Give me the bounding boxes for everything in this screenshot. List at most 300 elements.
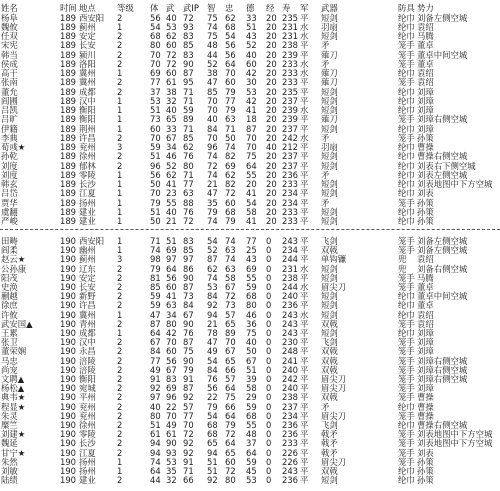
cell-faction: 马腾	[417, 272, 434, 283]
cell-army: 平	[300, 12, 309, 23]
cell-experience: 20	[266, 12, 277, 23]
cell-name: 刘度	[1, 160, 18, 171]
cell-armor: 纶巾	[398, 475, 415, 486]
cell-loyalty: 62	[225, 12, 236, 23]
cell-army: 平	[300, 197, 309, 208]
cell-faction: 袁绍	[417, 254, 434, 265]
cell-time: 189	[60, 206, 76, 217]
cell-experience: 20	[266, 21, 277, 32]
cell-time: 189	[60, 142, 76, 153]
cell-faction: 刘表左侧空城	[417, 169, 468, 180]
cell-faction: 董卓	[417, 40, 434, 51]
cell-experience: 20	[266, 86, 277, 97]
cell-virtue: 53	[246, 86, 257, 97]
cell-level: 1	[117, 206, 123, 217]
cell-name: 陆绩	[1, 475, 18, 486]
cell-weapon: 飞剑	[321, 337, 338, 348]
cell-location: 安定	[79, 31, 96, 42]
header-weapon: 武器	[321, 3, 338, 13]
cell-armor: 纶巾	[398, 328, 415, 338]
cell-location: 蓟州	[79, 254, 96, 265]
cell-virtue: 70	[246, 142, 257, 153]
cell-loyalty: 72	[225, 188, 236, 199]
cell-armor: 笼手	[398, 282, 415, 292]
cell-armor: 笼手	[398, 197, 415, 208]
cell-army: 水	[300, 263, 309, 274]
cell-level: 2	[117, 374, 123, 384]
cell-virtue: 59	[246, 456, 257, 467]
cell-army: 平	[300, 86, 309, 97]
cell-armor: 纶巾	[398, 466, 415, 476]
cell-experience: 20	[266, 206, 277, 217]
cell-level: 1	[117, 21, 123, 32]
cell-armor: 笼手	[398, 58, 415, 69]
cell-martial-ip: 95	[183, 77, 194, 88]
cell-faction: 袁绍	[417, 318, 434, 329]
cell-armor: 纶巾	[398, 291, 415, 302]
cell-faction: 刘备左侧空城	[417, 12, 468, 23]
cell-body: 60	[150, 123, 161, 134]
cell-lifespan: 234	[282, 245, 298, 256]
cell-virtue: 60	[246, 58, 257, 69]
header-name: 姓名	[1, 3, 18, 13]
cell-martial-ip: 91	[183, 374, 194, 384]
cell-name: 史涣	[1, 282, 18, 292]
cell-name: 朱然	[1, 456, 18, 467]
cell-body: 40	[150, 401, 161, 412]
cell-intellect: 75	[207, 12, 218, 23]
cell-virtue: 58	[246, 383, 257, 394]
cell-level: 3	[117, 142, 123, 153]
cell-experience: 0	[266, 263, 272, 274]
cell-experience: 20	[266, 31, 277, 42]
cell-location: 辽东	[79, 263, 96, 274]
cell-weapon: 矛	[321, 58, 330, 69]
cell-experience: 0	[266, 309, 272, 320]
cell-name: 程显★	[1, 401, 26, 412]
cell-army: 平	[300, 160, 309, 171]
cell-level: 2	[117, 401, 123, 412]
cell-level: 1	[117, 68, 123, 79]
cell-faction: 董卓中间空城	[417, 291, 468, 302]
cell-virtue: 48	[246, 429, 257, 440]
cell-experience: 0	[266, 337, 272, 348]
cell-faction: 刘璋	[417, 86, 434, 97]
cell-level: 2	[117, 86, 123, 97]
cell-virtue: 64	[246, 160, 257, 171]
cell-armor: 笼手	[398, 429, 415, 440]
cell-level: 2	[117, 49, 123, 60]
cell-virtue: 41	[246, 188, 257, 199]
cell-martial: 72	[166, 49, 177, 60]
cell-lifespan: 233	[282, 206, 298, 217]
cell-virtue: 25	[246, 245, 257, 256]
cell-virtue: 59	[246, 401, 257, 412]
cell-virtue: 80	[246, 300, 257, 311]
cell-intellect: 22	[207, 392, 218, 403]
cell-faction: 刘表	[417, 447, 434, 458]
cell-lifespan: 243	[282, 328, 298, 338]
cell-weapon: 短剑	[321, 475, 338, 486]
cell-location: 许昌	[79, 132, 96, 143]
cell-body: 50	[150, 216, 161, 227]
cell-level: 1	[117, 95, 123, 106]
cell-location: 荆州	[79, 123, 96, 134]
cell-lifespan: 234	[282, 188, 298, 199]
cell-army: 平	[300, 49, 309, 60]
cell-weapon: 短剑	[321, 86, 338, 97]
cell-name: 吕旷	[1, 114, 18, 125]
cell-intellect: 92	[207, 475, 218, 486]
cell-body: 64	[150, 328, 161, 338]
cell-martial: 53	[166, 456, 177, 467]
cell-martial: 21	[166, 216, 177, 227]
cell-location: 郁林	[79, 160, 96, 171]
cell-lifespan: 248	[282, 346, 298, 357]
cell-virtue: 37	[246, 438, 257, 449]
cell-martial: 52	[166, 160, 177, 171]
cell-army: 平	[300, 392, 309, 403]
cell-army: 平	[300, 318, 309, 329]
cell-virtue: 51	[246, 364, 257, 375]
cell-lifespan: 212	[282, 142, 298, 153]
cell-location: 徐州	[79, 420, 96, 430]
cell-martial-ip: 71	[183, 95, 194, 106]
cell-virtue: 42	[246, 95, 257, 106]
cell-intellect: 51	[207, 466, 218, 476]
cell-martial: 62	[166, 31, 177, 42]
cell-location: 衡阳	[79, 105, 96, 116]
cell-experience: 20	[266, 40, 277, 51]
cell-armor: 纶巾	[398, 12, 415, 23]
cell-body: 51	[150, 206, 161, 217]
cell-martial: 80	[166, 318, 177, 329]
cell-intellect: 79	[207, 401, 218, 412]
cell-location: 宛城	[79, 383, 96, 394]
cell-name: 刘度	[1, 169, 18, 180]
cell-experience: 20	[266, 123, 277, 134]
cell-experience: 0	[266, 466, 272, 476]
cell-experience: 0	[266, 300, 272, 311]
cell-level: 2	[117, 132, 123, 143]
cell-martial-ip: 76	[183, 151, 194, 162]
cell-martial-ip: 90	[183, 58, 194, 69]
cell-weapon: 短剑	[321, 12, 338, 23]
cell-name: 刘建★	[1, 429, 26, 440]
cell-body: 71	[150, 236, 161, 246]
cell-experience: 0	[266, 420, 272, 430]
cell-intellect: 52	[207, 58, 218, 69]
cell-intellect: 21	[207, 179, 218, 190]
cell-location: 长沙	[79, 179, 96, 190]
cell-army: 平	[300, 216, 309, 227]
cell-lifespan: 244	[282, 282, 298, 292]
cell-lifespan: 237	[282, 95, 298, 106]
cell-virtue: 75	[246, 328, 257, 338]
cell-faction: 孙策	[417, 206, 434, 217]
cell-armor: 纶巾	[398, 31, 415, 42]
cell-location: 永昌	[79, 346, 96, 357]
cell-time: 190	[60, 456, 76, 467]
cell-lifespan: 233	[282, 438, 298, 449]
cell-army: 平	[300, 123, 309, 134]
cell-level: 2	[117, 77, 123, 88]
cell-army: 平	[300, 364, 309, 375]
cell-weapon: 单钩镰	[321, 254, 347, 265]
cell-body: 61	[150, 429, 161, 440]
cell-weapon: 飞剑	[321, 420, 338, 430]
cell-level: 2	[117, 429, 123, 440]
cell-name: 贾华	[1, 197, 18, 208]
cell-name: 阎柔	[1, 245, 18, 256]
cell-time: 190	[60, 300, 76, 311]
cell-loyalty: 63	[225, 245, 236, 256]
cell-location: 西安阳	[79, 12, 105, 23]
cell-faction: 刘表地图中下方空城	[417, 179, 493, 190]
cell-lifespan: 236	[282, 475, 298, 486]
cell-time: 190	[60, 383, 76, 394]
cell-time: 190	[60, 438, 76, 449]
cell-body: 64	[150, 466, 161, 476]
cell-faction: 刘表地图中下方空城	[417, 429, 493, 440]
header-time: 时间	[60, 3, 77, 13]
cell-time: 189	[60, 188, 76, 199]
cell-loyalty: 65	[225, 355, 236, 366]
cell-weapon: 薙刀	[321, 49, 338, 60]
cell-army: 平	[300, 466, 309, 476]
header-armor: 防具	[398, 3, 415, 13]
cell-level: 1	[117, 169, 123, 180]
cell-location: 建业	[79, 206, 96, 217]
cell-faction: 孙策	[417, 216, 434, 227]
cell-virtue: 75	[246, 151, 257, 162]
cell-martial-ip: 72	[183, 429, 194, 440]
table-header	[0, 3, 500, 13]
cell-body: 74	[150, 245, 161, 256]
cell-time: 190	[60, 254, 76, 265]
cell-armor: 纶巾	[398, 179, 415, 190]
cell-experience: 0	[266, 355, 272, 366]
cell-virtue: 30	[246, 77, 257, 88]
cell-faction: 袁绍	[417, 68, 434, 79]
cell-martial: 41	[166, 179, 177, 190]
cell-weapon: 短剑	[321, 123, 338, 134]
cell-weapon: 薙刀	[321, 77, 338, 88]
cell-armor: 纶巾	[398, 86, 415, 97]
cell-name: 严峻	[1, 216, 18, 227]
cell-virtue: 43	[246, 31, 257, 42]
cell-name: 任双	[1, 31, 18, 42]
cell-lifespan: 240	[282, 291, 298, 302]
cell-weapon: 矛	[321, 401, 330, 412]
header-virtue: 德	[246, 3, 255, 13]
cell-level: 2	[117, 282, 123, 292]
cell-weapon: 短剑	[321, 206, 338, 217]
cell-martial-ip: 91	[183, 456, 194, 467]
cell-level: 1	[117, 216, 123, 227]
cell-virtue: 51	[246, 21, 257, 32]
cell-armor: 纶巾	[398, 169, 415, 180]
cell-level: 2	[117, 12, 123, 23]
cell-martial-ip: 93	[183, 21, 194, 32]
cell-martial-ip: 77	[183, 179, 194, 190]
cell-martial: 51	[166, 236, 177, 246]
cell-weapon: 短剑	[321, 31, 338, 42]
cell-level: 1	[117, 328, 123, 338]
cell-army: 平	[300, 429, 309, 440]
cell-loyalty: 79	[225, 420, 236, 430]
cell-virtue: 69	[246, 263, 257, 274]
cell-martial: 32	[166, 95, 177, 106]
cell-army: 平	[300, 188, 309, 199]
cell-martial-ip: 71	[183, 123, 194, 134]
cell-body: 49	[150, 364, 161, 375]
cell-experience: 0	[266, 346, 272, 357]
cell-body: 79	[150, 197, 161, 208]
cell-weapon: 短剑	[321, 263, 338, 274]
cell-body: 91	[150, 374, 161, 384]
cell-virtue: 55	[246, 272, 257, 283]
cell-faction: 刘备右侧空城	[417, 263, 468, 274]
cell-loyalty: 63	[225, 263, 236, 274]
cell-faction: 董卓	[417, 282, 434, 292]
cell-loyalty: 60	[225, 197, 236, 208]
cell-martial: 56	[166, 272, 177, 283]
cell-body: 98	[150, 254, 161, 265]
cell-faction: 马腾	[417, 31, 434, 42]
cell-loyalty: 50	[225, 132, 236, 143]
cell-martial-ip: 71	[183, 169, 194, 180]
cell-loyalty: 79	[225, 216, 236, 227]
cell-level: 1	[117, 105, 123, 116]
cell-army: 平	[300, 179, 309, 190]
cell-experience: 0	[266, 374, 272, 384]
cell-body: 77	[150, 355, 161, 366]
cell-virtue: 40	[246, 49, 257, 60]
cell-time: 190	[60, 429, 76, 440]
cell-experience: 0	[266, 364, 272, 375]
header-army: 军	[300, 3, 309, 13]
cell-faction: 董卓	[417, 300, 434, 311]
cell-name: 典韦★	[1, 392, 26, 403]
cell-lifespan: 226	[282, 456, 298, 467]
cell-loyalty: 64	[225, 410, 236, 421]
cell-name: 马忠	[1, 355, 18, 366]
cell-name: 荀彧★	[1, 142, 26, 153]
cell-virtue: 52	[246, 40, 257, 51]
cell-level: 1	[117, 123, 123, 134]
cell-body: 77	[150, 77, 161, 88]
cell-lifespan: 243	[282, 466, 298, 476]
cell-martial-ip: 71	[183, 466, 194, 476]
cell-martial: 53	[166, 21, 177, 32]
cell-time: 190	[60, 475, 76, 486]
cell-lifespan: 238	[282, 272, 298, 283]
cell-level: 2	[117, 346, 123, 357]
cell-name: 糜竺	[1, 420, 18, 430]
cell-martial-ip: 85	[183, 245, 194, 256]
cell-name: 董允	[1, 86, 18, 97]
cell-loyalty: 64	[225, 58, 236, 69]
cell-martial: 60	[166, 40, 177, 51]
cell-martial-ip: 67	[183, 309, 194, 320]
cell-level: 1	[117, 245, 123, 256]
cell-virtue: 70	[246, 132, 257, 143]
cell-armor: 纶巾	[398, 21, 415, 32]
cell-name: 吕岱	[1, 188, 18, 199]
cell-location: 新野	[79, 291, 96, 302]
cell-intellect: 54	[207, 410, 218, 421]
cell-name: 张卫	[1, 337, 18, 348]
cell-intellect: 79	[207, 206, 218, 217]
cell-time: 190	[60, 337, 76, 348]
cell-weapon: 羽扇	[321, 142, 338, 153]
cell-loyalty: 65	[225, 318, 236, 329]
cell-experience: 0	[266, 245, 272, 256]
cell-experience: 0	[266, 401, 272, 412]
cell-martial: 55	[166, 197, 177, 208]
cell-faction: 刘璋	[417, 105, 434, 116]
cell-time: 190	[60, 374, 76, 384]
cell-armor: 笼手	[398, 49, 415, 60]
cell-experience: 0	[266, 291, 272, 302]
cell-body: 79	[150, 263, 161, 274]
cell-experience: 20	[266, 95, 277, 106]
cell-army: 水	[300, 309, 309, 320]
cell-lifespan: 236	[282, 420, 298, 430]
cell-lifespan: 233	[282, 77, 298, 88]
cell-name: 公孙康	[1, 263, 27, 274]
cell-name: 高干	[1, 68, 18, 79]
cell-level: 2	[117, 318, 123, 329]
cell-lifespan: 233	[282, 179, 298, 190]
cell-location: 衡阳	[79, 374, 96, 384]
cell-armor: 纶巾	[398, 142, 415, 153]
cell-weapon: 双戟	[321, 364, 338, 375]
cell-army: 平	[300, 95, 309, 106]
cell-faction: 刘表	[417, 188, 434, 199]
cell-body: 70	[150, 188, 161, 199]
cell-location: 扬州	[79, 197, 96, 208]
cell-martial-ip: 87	[183, 282, 194, 292]
cell-level: 1	[117, 309, 123, 320]
cell-location: 安定	[79, 272, 96, 283]
cell-experience: 20	[266, 132, 277, 143]
cell-martial: 33	[166, 123, 177, 134]
cell-intellect: 47	[207, 77, 218, 88]
cell-martial-ip: 79	[183, 364, 194, 375]
cell-armor: 笼手	[398, 77, 415, 88]
cell-armor: 笼手	[398, 438, 415, 449]
cell-loyalty: 67	[225, 282, 236, 292]
cell-virtue: 40	[246, 337, 257, 348]
cell-army: 平	[300, 410, 309, 421]
cell-martial: 60	[166, 346, 177, 357]
cell-lifespan: 234	[282, 410, 298, 421]
cell-martial-ip: 70	[183, 420, 194, 430]
cell-location: 建业	[79, 475, 96, 486]
cell-name: 张南	[1, 77, 18, 88]
cell-body: 68	[150, 31, 161, 42]
cell-body: 59	[150, 300, 161, 311]
cell-martial: 60	[166, 68, 177, 79]
cell-virtue: 20	[246, 179, 257, 190]
cell-time: 190	[60, 309, 76, 320]
cell-lifespan: 243	[282, 309, 298, 320]
cell-martial: 63	[166, 300, 177, 311]
cell-intellect: 54	[207, 355, 218, 366]
cell-lifespan: 241	[282, 355, 298, 366]
